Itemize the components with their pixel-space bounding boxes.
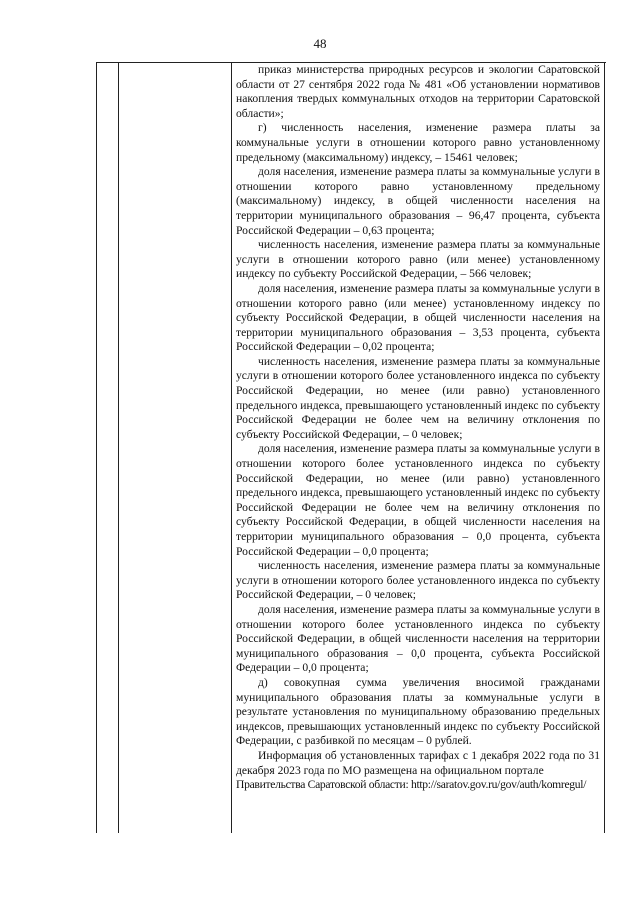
paragraph: численность населения, изменение размера платы за коммунальные услуги в отношении которого равно (или менее) установленному индексу по субъекту Российской Федерации, – 566 человек; [236, 238, 600, 281]
paragraph-item-g: г) численность населения, изменение размера платы за коммунальные услуги в отношении которого равно установленному предельному (максимальному) индексу, – 15461 человек; [236, 121, 600, 164]
column-divider-2 [231, 63, 232, 833]
paragraph: доля населения, изменение размера платы за коммунальные услуги в отношении которого равно установленному предельному (максимальному) индексу, в общей численности населения на территории муниципального образования – 96,47 процента, субъекта Российской Федерации – 0,63 процента; [236, 165, 600, 237]
paragraph-order-reference: приказ министерства природных ресурсов и экологии Саратовской области от 27 сентября 2022 года № 481 «Об установлении нормативов накопления твердых коммунальных отходов на территории Саратовской области»; [236, 63, 600, 120]
table-border-right [604, 63, 605, 833]
paragraph: доля населения, изменение размера платы за коммунальные услуги в отношении которого более установленного индекса по субъекту Российской Федерации, но менее (или равно) установленного предельного индекса, превышающего установленный индекс по субъекту Российской Федерации не более чем на величину отклонения по субъекту Российской Федерации, в общей численности населения на территории муниципального образования – 0,0 процента, субъекта Российской Федерации – 0,0 процента; [236, 442, 600, 558]
page-number: 48 [313, 36, 327, 51]
paragraph-tariff-info: Информация об установленных тарифах с 1 декабря 2022 года по 31 декабря 2023 года по МО размещена на официальном портале [236, 748, 600, 777]
paragraph-item-d: д) совокупная сумма увеличения вносимой гражданами муниципального образования платы за коммунальные услуги в результате установления по муниципальному образованию предельных индексов, превышающих установленный индекс по субъекту Российской Федерации, с разбивкой по месяцам – 0 рублей. [236, 675, 600, 748]
document-table [96, 62, 606, 833]
column-divider-1 [118, 63, 119, 833]
paragraph: численность населения, изменение размера платы за коммунальные услуги в отношении которого более установленного индекса по субъекту Российской Федерации, но менее (или равно) установленного предельного индекса, превышающего установленный индекс по субъекту Российской Федерации не более чем на величину отклонения по субъекту Российской Федерации, – 0 человек; [236, 354, 600, 441]
paragraph: доля населения, изменение размера платы за коммунальные услуги в отношении которого равно (или менее) установленному индексу по субъекту Российской Федерации, в общей численности населения на территории муниципального образования – 3,53 процента, субъекта Российской Федерации – 0,02 процента; [236, 281, 600, 354]
paragraph: доля населения, изменение размера платы за коммунальные услуги в отношении которого более установленного индекса по субъекту Российской Федерации, в общей численности населения на территории муниципального образования – 0,0 процента, субъекта Российской Федерации – 0,0 процента; [236, 602, 600, 675]
table-cell-text [236, 63, 600, 793]
table-border-left [96, 63, 97, 833]
paragraph: численность населения, изменение размера платы за коммунальные услуги в отношении которого более установленного индекса по субъекту Российской Федерации, – 0 человек; [236, 559, 600, 602]
portal-url-line: Правительства Саратовской области: http://saratov.gov.ru/gov/auth/komregul/ [236, 778, 587, 792]
